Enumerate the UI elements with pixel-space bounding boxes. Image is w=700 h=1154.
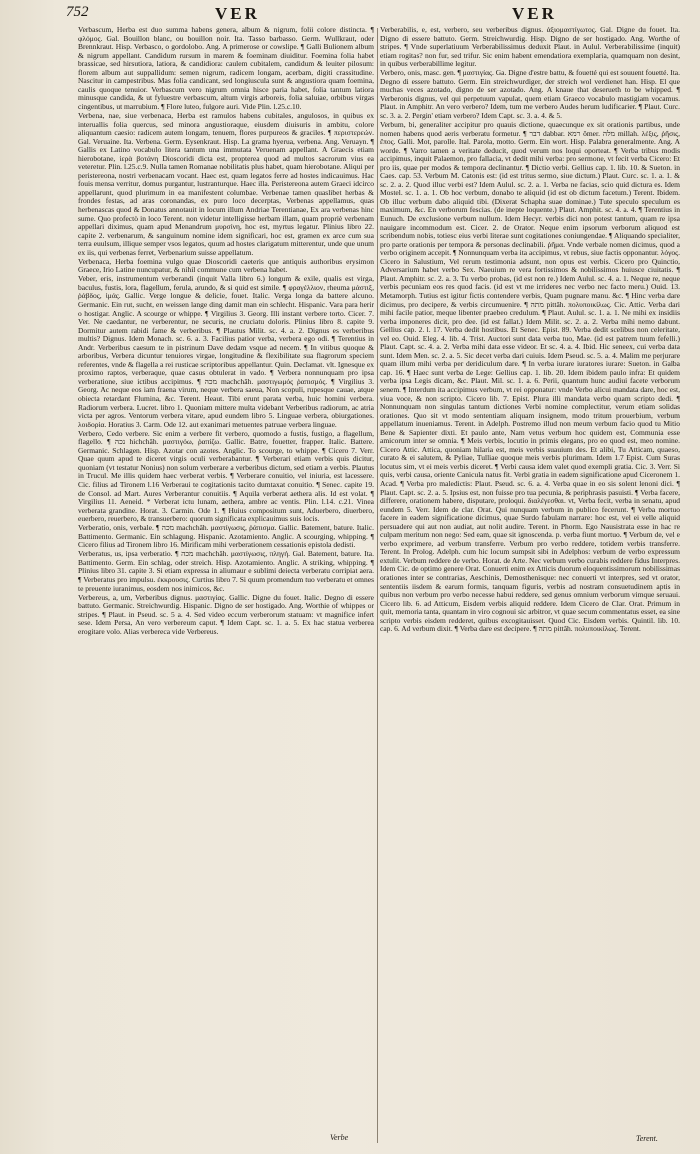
running-head-right: VER xyxy=(512,4,557,23)
dictionary-entry: Verberabilis, e, est, verbero, seu verberibus dignus. ἀξιομαστίγωτος. Gal. Digne du fouet. Ita. Digno di essere battuto. Germ. Streichwurdig. Hisp. Digno de ser hostigado. Ang. Worthe of stripes. ¶ Vnde superlatiuum Verberabilissimus deduxit Plaut. in Aulul. Verberabilissime (inquit) etiam rogitas? non fur, sed trifur. Sic enim habent emendatiora exemplaria, quamquam non desint, in quibus verberabillime legitur. xyxy=(380,26,680,69)
catchword-right: Terent. xyxy=(636,1134,658,1143)
page-header xyxy=(0,4,700,26)
dictionary-entry: Verbero, onis, masc. gen. ¶ μαστιγίας. Ga. Digne d'estre battu, & fouetté qui est souuent fouetté. Ita. Degno di essere battuto. Germ. Ein streichwurdiger, der streich wol verdienet han. Hisp. El que muchas veces azotado, digno de ser azotado. Ang. A knaue that deserueth to be whipped. ¶ Verberonis dignus, vel qui perpetuum vapulat, quem etiam Graeco vocabulo mastigiam vocamus. Plaut. in Amphitr. An vero verbero? Idem, tum me verbero Audes herum ludificarier. ¶ Plaut. Curc. sc. 3. a. 2. Pergin' etiam verbero? Idem Capt. sc. 3. a. 4. & 5. xyxy=(380,68,680,120)
dictionary-entry: Verbenaca, Herba foemina vulgo quae Dioscoridi caeteris que antiquis authoribus erysimon Graece, Irio Latine nuncupatur, & nihil commune cum verbena habet. xyxy=(78,256,374,275)
running-head-left: VER xyxy=(215,4,260,23)
dictionary-entry: Veber, eris, instrumentum verberandi (inquit Valla libro 6.) longum & exile, qualis est virga, baculus, fustis, lora, flagellum, ferula, arundo, & si quid est simile. ¶ φραγέλλιον, rheuma μάστιξ, ῥάβδος, ἱμάς. Gallic. Verge longue & delicie, fouet. Italic. Verga longa da battere alcuno. Germanic. Ein rut, sucht, en weissen lange ding damit man ein schlecht. Hispanic. Vara para herir o hostigar. Anglic. A scourge or whippe. ¶ Virgilius 3. Georg. Illi instant verbere torto. Cicer. 7. Ver. Ne caedantur, ne verberentur, ne securis, ne cruciatu doloris. Plinius libro 8. capite 9. Dormitur autem rabidi fame & verberibus. ¶ Plautus Milit. sc. 4. a. 2. Dignus es verberibus multis? Dignus. Idem Monach. sc. 6. a. 3. Facilius patior verba, verbera ego odi. ¶ Terentius in Andr. Verberibus caesum te in pistrinum Dave dedam vsque ad necem. ¶ In vitibus quoque & arboribus, Verbera dicuntur tenuiores virgae, longitudine & flexibilitate sua flagrorum speciem referentes, vnde & flagella a rei rusticae scriptoribus appellantur. Quin. Declamat. vlt. Ignesque ex proximo raptos, verberaque, quae casus obtulerat in vado. ¶ Verbera nonnunquam pro ipsa verberatione, siue ictibus accipimus. ¶ מכה machchâh. μαστιγωμός ῥαπισμός. ¶ Virgilius 3. Georg. Ac neque eos iam fraena virum, neque verbera saeua, Non scopuli, rupesque cauae, atque obiecta retardant Flumina, &c. Terent. Heaut. Tibi erunt parata verba, huic homini verbera. Radiorum verbera. Lucret. libro 1. Quoniam mittere multa videbant Verberibus radiorum, ac atria victa per agros. Ventorum verbera vitare, apud eundem libro 5. Linguae verbera, obiurgationes. λοιδορία. Horatius 3. Carm. Ode 12. aut exanimari metuentes patruae verbera linguae. xyxy=(78,274,374,429)
dictionary-entry: Verbascum, Herba est duo summa habens genera, album & nigrum, folii colore distincta. ¶ φλόμος. Gal. Bouillon blanc, ou bouillon noir. Ita. Tasso barbasso. Germ. Wullkraut, oder Brennkraut. Hisp. Verbasco, o gordolobo. Ang. A primerose or cowslipe. ¶ Galli Bulionem album & nigrum appellant. Candidum rursum in marem & foeminam diuiditur. Foemina folia habet brassicae, sed hirsutiora, latiora, & candidiora: caulem cubitalem, candidum & leuiter pilosum: florem album aut suppallidum: semen nigrum, radicem longam, acerbam, digiti crassitudine. Nascitur in campestribus. Mas folia candicant, sed longiuscula sunt & angustiora quam foemina, caulis quoque tenuior. Verbascum vero nigrum omnia hisce paria habet, folia tantum latiora minusque candida, & ut fyluestre verbascum, altum virgis arboreis, folia saluiae, orbibus virgas cingentibus, ut marrubium. ¶ Flore luteo, fulgore auri. Vide Plin. l.25.c.10. xyxy=(78,26,374,111)
right-column xyxy=(380,26,680,1150)
page-number: 752 xyxy=(66,4,89,20)
dictionary-entry: Verberatus, us, ipsa verberatio. ¶ מכה machchâh. μαστίγωσις, πληγή. Gal. Batement, bature. Ita. Battimento. Germ. Ein schlag, oder streich. Hisp. Azotamiento. Anglic. A striking, whipping. ¶ Plinius libro 31. capite 3. Si etiam expressa in aliumaur e sublimi deiecta verberatu corripiat aera. ¶ Verberatus pro impulsu. ἐκκρουσις. Curtius libro 7. Si quum promendum tuo verberatu et omnes te preuente iuranimus, eosdem nos inimicos, &c. xyxy=(78,549,374,593)
column-divider xyxy=(377,28,378,1143)
dictionary-entry: Verberatio, onis, verbale. ¶ מכה machchâh. μαστίγωσις, ῥάπισμα. Gallic. Batement, bature. Italic. Battimento. Germanic. Ein schlagung. Hispanic. Azotamiento. Anglic. A scourging, whipping. ¶ Cicero filius ad Tironem libro 16. Mirificam mihi verberationem cessationis epistola dedisti. xyxy=(78,523,374,550)
dictionary-entry: Verbereus, a, um, Verberibus dignus. μαστιγίας. Gallic. Digne du fouet. Italic. Degno di essere battuto. Germanic. Streichwurdig. Hispanic. Digno de ser hostigado. Ang. Worthie of whippes or stripes. ¶ Plaut. in Pseud. sc. 5 a. 4. Sed video eccum verberorum statuam: vt magnifice infert sese. Idem Persa, An vero verbereum caput. ¶ Idem Capt. sc. 1. a. 5. Ex hac statua verberea erogitare volo. Alias verbereca vide Verbereus. xyxy=(78,592,374,636)
dictionary-entry: Verbena, nae, siue verbenaca, Herba est ramulos habens cubitales, angulosos, in quibus ex interuallis folia quercus, sed minora angustioraque, eiusdem diuisuris in ambitu, colore aliquantum caesio: radicem autem longam, tenuem, flores purpureos & graciles. ¶ περιστερεών. Gal. Veruaine. Ita. Verbena. Germ. Eysenkraut. Hisp. La grama hyerua, verbena. Ang. Veruayn. ¶ Gallis ex Latino vocabulo litera tantum una immutata Veruenam appellant. A Graecis etiam hierobotane, ἱερὰ βοτάνη Dioscoridi dicta est, propterea quod ad multos sacrorum vius ea veteretur. Plin. l.25.c.9. Nulla tamen Romanae nobilitatis plus habet, quam hierobotane. Aliqui per peristereona, nostri verbenacam vocant. Haec est, quam legatos ferre ad hostes indicauimus. Hac fouis mensa verritur, domus purgantur, lustranturque. Haec illa. Peristereona autem Graeci idcirco appellarunt, quod plurimum in ea manifestent columbae. Verbenae tamen quaslibet herbas & frondes festas, ad aras coronandas, ex puro loco decerptas, Verbenas appellamus, quas herbenascas quod & Donatus annotauit in locum illum Andriae Terentianae, Ex ara verbenas hinc sume. Quo profectò in loco Terent. non videtur intelligisse herbam illam, quam propriè verbenam appellari diximus, quam apud Menandrum μυρσίνη, hoc est, myrtus legatur. Plinius libro 22. capite 2. verbenarum, & sanguinum nomine idem significari, hoc est, gramen ex arce cum sua terra euulsum, illique semper vsos legatos, quum ad hostes clarigatum mitterentur, unde que unum ex iis, qui verbenas ferret, Verbenarium suisse appellatum. xyxy=(78,110,374,257)
catchword-left: Verbe xyxy=(330,1133,349,1142)
dictionary-entry: Verbero, Cedo verbere. Sic enim a verbere fit verbero, quomodo a fustis, fustigo, a flagellum, flagello. ¶ נכה hichchâh. μαστιγόω, ῥαπίζω. Gallic. Batre, fouetter, frapper. Italic. Battere. Germanic. Schlagen. Hisp. Azotar con azotes. Anglic. To scourge, to whippe. ¶ Cicero 7. Verr. Quae quum apud te diceret virgis oculi verberabantur. ¶ Verberari etiam verbis quis dicitur, quoniam (vt testatur Nonius) non solum verberare a verberibus dictum, sed etiam a verbis. Plautus in Trucul. Me illis quidem haec verberat verbis. ¶ Verberare conuitio, vel iniuria, est lacessere. Cic. filius ad Tironem l.16 Verberaui te cogitationis tacito dumtaxat conuitio. ¶ Senec. capite 19. de Consol. ad Mart. Aures Verberantur conuitiis. ¶ Aquila verberat aethera alis. Id est volat. ¶ Virgilius 11. Aeneid. * Verberat ictu lunam, aethera, ambre ac ventis. Plin. l.14. c.21. Vinea verberata grandine. Horat. 3. Carmin. Ode 1. ¶ Huius compositum sunt, Aduerbero, diuerbero, euerbero, reuerbero, & transuerbero: quorum significata explicauimus suis locis. xyxy=(78,428,374,524)
dictionary-entry: Verbum, bi, generaliter accipitur pro quauis dictione, quaecunque ex sit orationis partibus, unde nomen habens quod aeris verberatu formetur. ¶ דבר dabbar. רמא ômer. מלה millah. λέξις, ῥῆσις, ἔπος. Galli. Mot, parolle. Ital. Parola, motto. Germ. Ein wort. Hisp. Palabra generalmente. Ang. A worde. ¶ Varro tamen a veritate deducit, quod verum nos loqui oporteat. ¶ Verba tribus modis accipimus, inquit Palaemon, pro fallacia, vt dedit mihi verba: pro sermone, vt fecit verba Cicero: Et pro iis, quae per modos & tempora declinantur. ¶ Dictio verbi. Gellius cap. 1. lib. 10. & Sueton. in Caes. cap. 53. Verbum M. Catonis est: (id est tritus sermo, siue dictum.) Plaut. Curc. sc. 1. a. 1. & sc. 2. a. 2. Quod illuc verbi est? Idem Aulul. sc. 2. a. 1. Verba ne facias, scio quid dictura es. Idem Mostel. sc. 1. a. 1. Ob hoc verbum, donabo te aliquid (id est ob dictum facetum.) Terent. Ibidem. Ob illuc verbum dabo aliquid tibi. (Dixerat Schapha suae dominae.) Tute speculo speculum es maximum, &c. En verborum fescias. (de inepte loquente.) Plaut. Amphit. sc. 4. a. 4. ¶ Terentius in Eunuch. De exclusione verbum nullum. Idem Hecyr. verbis dici non potest tantum, quam re ipsa nauigare incommodum est. Cicer. 2. de Orator. Neque enim ipsorum verborum aliquod est scribendum nobis, totiesc eius verbi literae sunt cogitationes coniungendae. ¶ Aliquando specialiter, pro parte orationis per tempora & personas declinabili. ῥῆμα. Vnde verbale nomen dicimus, quod a verbo originem accepit. ¶ Nonnunquam verba ita accipimus, vt rebus, siue factis opponantur. λόγος. Cicero in Salustium, Vel rerum testimonia adsunt, non opus est verbis. Cicero pro Quinctio, Adversarium habet verbo Sex. Naeuium re vera fortissimos & nobilissimos huiusce ciuitatis. ¶ Plaut. Amphitr. sc. 2. a. 3. Tu verbo probas, (id est non re.) Idem Aulul. sc. 4. a. 1. Neque re, neque verbis pecuniam eos res quod facis. (id est vt me irrideres nec verbo nec facto meru.) Ouid. 13. Metamorph. Tutius est igitur fictis contendere verbis, Quam pugnare manu. &c. ¶ Hinc verba dare dicimus, pro decipere, & verbis circumuenire. ¶ מתה pittâh. πολυποικίλως. Cic. Attic. Verba dari mihi facile patior, meque libenter praebeo credulum. ¶ Plaut. Aulul. sc. 1. a. 1. Ne mihi ex insidiis verba imponeres dicit, pro dee. (id est fallat.) Idem Milit. sc. 2. a. 2. Verba mihi nemo dabunt. Gellius cap. 2. l. 17. Verba dedit hostibus. Et Senec. Epist. 89. Verba dedit scelibus non celeritate, vel eo. Ouid. Eleg. 4. lib. 4. Trist. Auctori sunt data verba tuo, Mae. (id est patrem tuum fefelli.) Plaut. Capt. sc. 4. a. 2. Verba mihi data esse videor. Et sc. 4. a. 4. Ibid. Hic seneex, cui verba data sunt. Idem Men. sc. 2. a. 5. Sic decet verba dari cuiuis. Idem Pseud. sc. 5. a. 4. Malim me perjurare quam illum mihi verba per deridiculum dare. ¶ In verba iurare iuratores iurare: Sueton. in Galba cap. 16. ¶ Haec sunt verba de Lege: Gellius cap. 1. lib. 20. Idem ibidem paulo infra: Et quidem verba ipsa Legis dicam, &c. Plaut. Mil. sc. 1. a. 6. Perii, quantum hunc audiui facete verborum senem. ¶ Interdum ita accipimus verbum, vt rei opponatur: vnde Verbo alicui mandata dare, hoc est, viua voce, & non scripto. Cicero lib. 7. Epist. Plura illi mandata verbo quam scripto dedi. ¶ Nonnunquam non singulas tantum dictiones Verbi nomine complectitur, verum etiam solidas orationes. Quo sit vt modo sententiam aliquam insignem, modo tritum prouerbium, verbum appellatum inueniamus. Terent. in Adelph. Postremo illud non meum verbum facio quod tu Mitio Bene & Sapienter dixti. Et paulo ante, Nam vetus verbum hoc quidem est, Communia esse amicorum inter se omnia. ¶ Meis verbis, locutio in primis elegans, pro eo quod est, meo nomine. Cicero Attic. Attica, quoniam hilaria est, meis verbis suauium des. Et alibi, Tu Atticam, quaeso, curato & ei salutem, & Pyliae, Tulliae quoque meis verbis plurimam. Idem 1.7 Epist. Cum Suras locutus sim, vt ei meis verbis diceret. ¶ Verbi causa idem valet quod exempli gratia. Cic. 3. Verr. Si quis, verbi causa, oriente Canicula natus fit. Verbi gratia in eadem significatione apud Ciceronem 1. Acad. ¶ Verba pro maledictis: Plaut. Pseud. sc. 6. a. 4. Verba quae in eo sis solent lenoni dici. ¶ Plaut. Capt. sc. 2. a. 5. Ipsius est, non fuisse pro tua pecunia, & periphrasis pasuisti. ¶ Verba facere, differere, orationem habere, disputare, proloqui. διαλέγεσθαι. vt, Verba fecit, verba in senatu, apud eundem 5. Verr. Idem de clar. Orat. Qui nunquam verbum in publico fecerunt. ¶ Verba mortuo facere in eadem significatione dicimus, quae Surdo fabulam narrare: hoc est, vel ei velle aliquid persuadere qui aut non audiat, aut nolit audire. Terent. in Phorm. Ego Nausistrata esse in hac re culpam meritum non nego: Sed eam, quae sit ignoscenda. p. verba fiunt mortuo. ¶ Verbum de, vel e verbo exprimere, ad verbum transferre. Verbum pro verbo reddere, totidem verbis transferre. Terent. In Prolog. Adelph. cum hic locum sumpsit sibi in Adelphos: verbum de verbo expressum extulit. Verbum reddere de verbo. Horat. de Arte. Nec verbum verbo curabis reddere fidus Interpres. Idem Cic. de optimo genere Orat. Conuerti enim ex Atticis duorum eloquentissimorum nobilissimas orationes inter se contrarias, Aeschinis, Demosthenisque: nec conuerti vt interpres, sed vt orator, sententiis iisdem & earum formis, tanquam figuris, verbis ad nostram consuetudinem aptis in quibus non verbum pro verbo necesse habui reddere, sed genus omnium verborum vimque seruaui. Cicero lib. 6. ad Atticum, Eisdem verbis aliquid reddere. Idem Cicero de Clar. Orat. Primum in quit, memoria tanta, quantam in viro cognoui sic arbitror, vt quae secum commentatus esset, ea sine scripto verbis eisdem redderet, quibus excogitauisset. Quod Cic. Eisdem verbis. Quintil. lib. 10. cap. 6. Ad verbum dixit. ¶ Verba dare est decipere. ¶ מתה pittâh. πολυποικίλως. Terent. xyxy=(380,120,680,634)
left-column xyxy=(78,26,374,1150)
